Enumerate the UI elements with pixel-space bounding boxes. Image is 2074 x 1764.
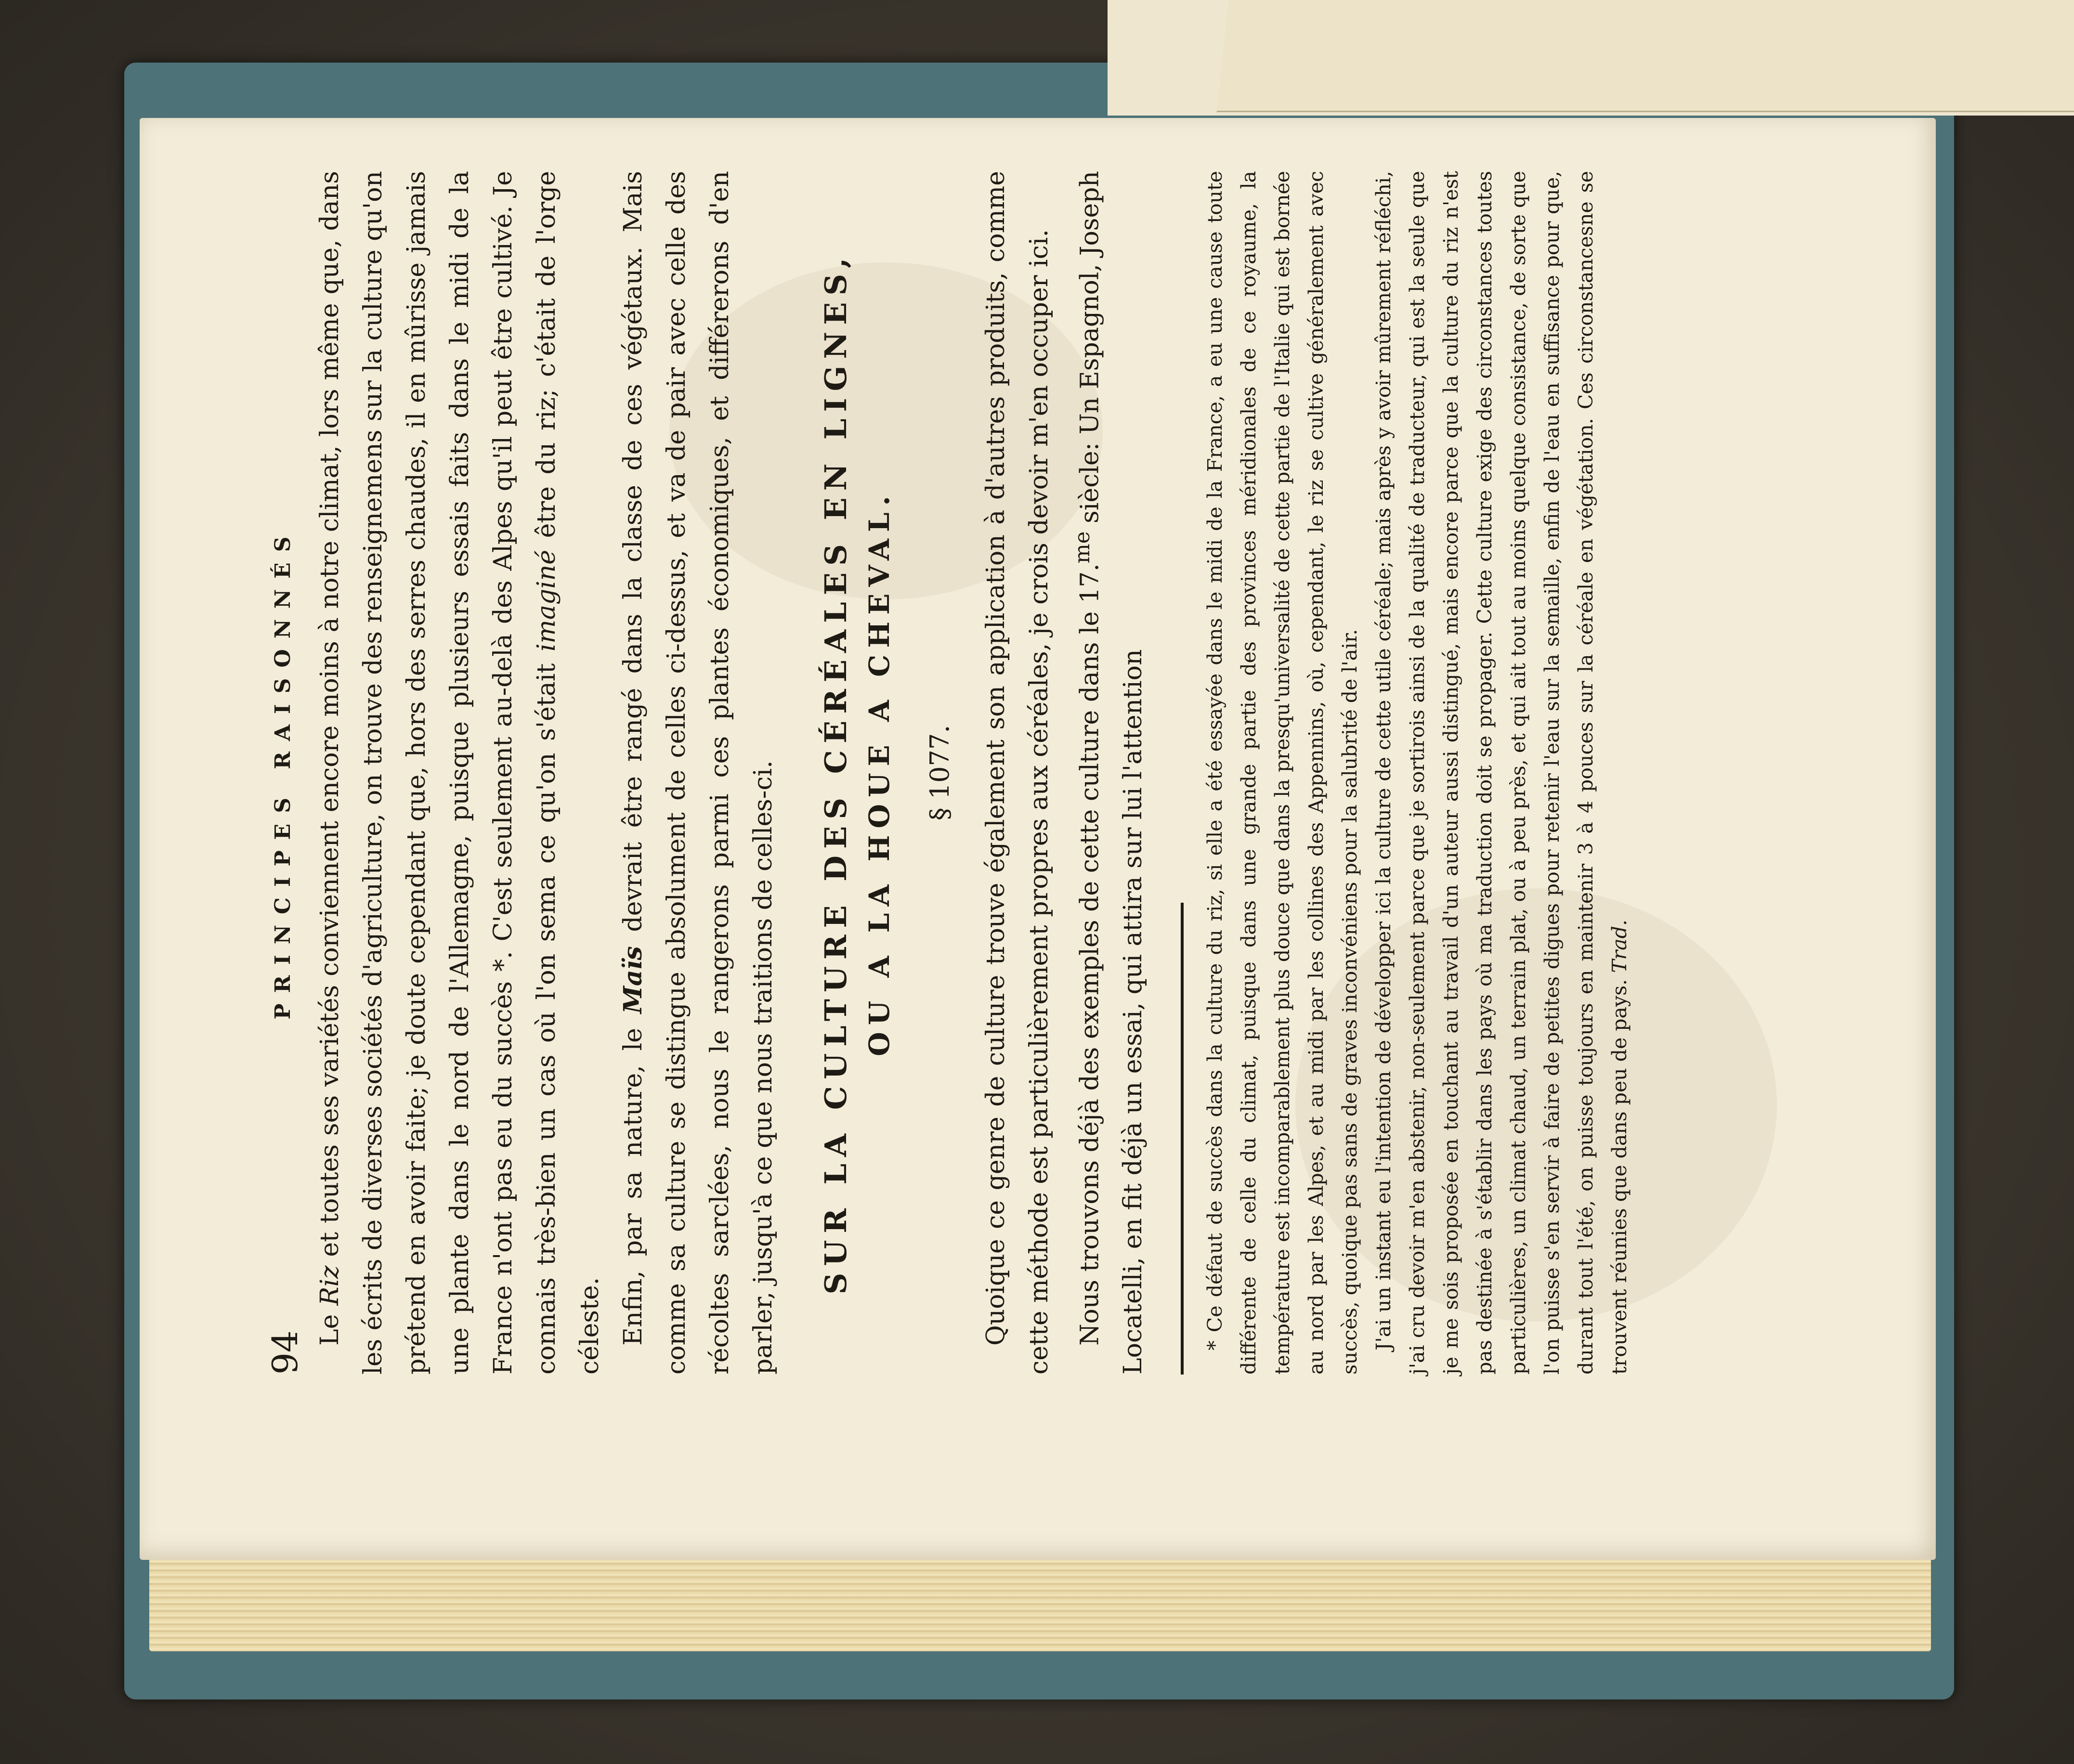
facing-page-edge: [1108, 0, 2074, 116]
paragraph-riz: Le Riz et toutes ses variétés conviennent encore moins à notre climat, lors même que, dans les écrits de diverses sociétés d'agriculture, on trouve des renseignemens sur la culture qu'on prétend en avoir faite; je doute cependant que, hors des serres chaudes, il en mûrisse jamais une plante dans le nord de l'Allemagne, puisque plusieurs essais faits dans le midi de la France n'ont pas eu du succès *. C'est seulement au-delà des Alpes qu'il peut être cultivé. Je connais très-bien un cas où l'on sema ce qu'on s'était imaginé être du riz; c'était de l'orge céleste.: [315, 171, 604, 1375]
footnote-1: * Ce défaut de succès dans la culture du riz, si elle a été essayée dans le midi de la France, a eu une cause toute différente de celle du climat, puisque dans une grande partie des provinces méridionales de ce royaume, la température est incomparablement plus douce que dans la presqu'universalité de cette partie de l'Italie qui est bornée au nord par les Alpes, et au midi par les collines des Appennins, où, cependant, le riz se cultive généralement avec succès, quoique pas sans de graves inconvéniens pour la salubrité de l'air.: [1203, 171, 1362, 1375]
century-superscript: me: [1070, 531, 1095, 564]
page-text-block: [255, 171, 1700, 1375]
footnote-separator: [1164, 171, 1198, 1375]
term-imagine: imaginé: [532, 550, 561, 652]
section-heading: [814, 171, 900, 1375]
page-header: [255, 171, 308, 1375]
page-edges: [149, 1545, 1931, 1651]
section-heading-line-2: OU A LA HOUE A CHEVAL.: [863, 489, 896, 1056]
term-mais: Maïs: [618, 946, 648, 1014]
footnote-signature: Trad.: [1608, 920, 1631, 973]
footnote-2: J'ai un instant eu l'intention de développer ici la culture de cette utile céréale; mais après y avoir mûrement réfléchi, j'ai cru devoir m'en abstenir, non-seulement parce que je sortirois ainsi de la qualité de traducteur, qui est la seule que je me sois proposée en touchant au travail d'un auteur aussi distingué, mais encore parce que la culture du riz n'est pas destinée à s'établir dans les pays où ma traduction doit se propager. Cette culture exige des circonstances toutes particulières, un climat chaud, un terrain plat, ou à peu près, et qui ait tout au moins quelque consistance, de sorte que l'on puisse s'en servir à faire de petites digues pour retenir l'eau sur la semaille, enfin de l'eau en suffisance pour que, durant tout l'été, on puisse toujours en maintenir 3 à 4 pouces sur la céréale en végétation. Ces circonstancesne se trouvent réunies que dans peu de pays. Trad.: [1372, 171, 1631, 1375]
paragraph-exemples: Nous trouvons déjà des exemples de cette culture dans le 17.$^{me}$ siècle: Un Espagnol, Joseph Locatelli, en fit déjà un essai, qui attira sur lui l'attention: [1070, 171, 1148, 1375]
section-number: § 1077.: [925, 725, 955, 821]
facing-page-fold: [1217, 0, 2074, 112]
footnote-rule: [1181, 903, 1184, 1375]
term-riz: Riz: [315, 1265, 344, 1306]
section-heading-line-1: SUR LA CULTURE DES CÉRÉALES EN LIGNES,: [818, 251, 853, 1295]
page-number: 94: [265, 1330, 305, 1375]
paragraph-quoique: Quoique ce genre de culture trouve également son application à d'autres produits, comme cette méthode est particulièrement propres aux céréales, je crois devoir m'en occuper ici.: [981, 171, 1054, 1375]
running-head: PRINCIPES RAISONNÉS: [271, 526, 295, 1020]
paragraph-mais: Enfin, par sa nature, le Maïs devrait être rangé dans la classe de ces végétaux. Mais comme sa culture se distingue absolument de celles ci-dessus, et va de pair avec celle des récoltes sarclées, nous le rangerons parmi ces plantes économiques, et différerons d'en parler, jusqu'à ce que nous traitions de celles-ci.: [618, 171, 778, 1375]
